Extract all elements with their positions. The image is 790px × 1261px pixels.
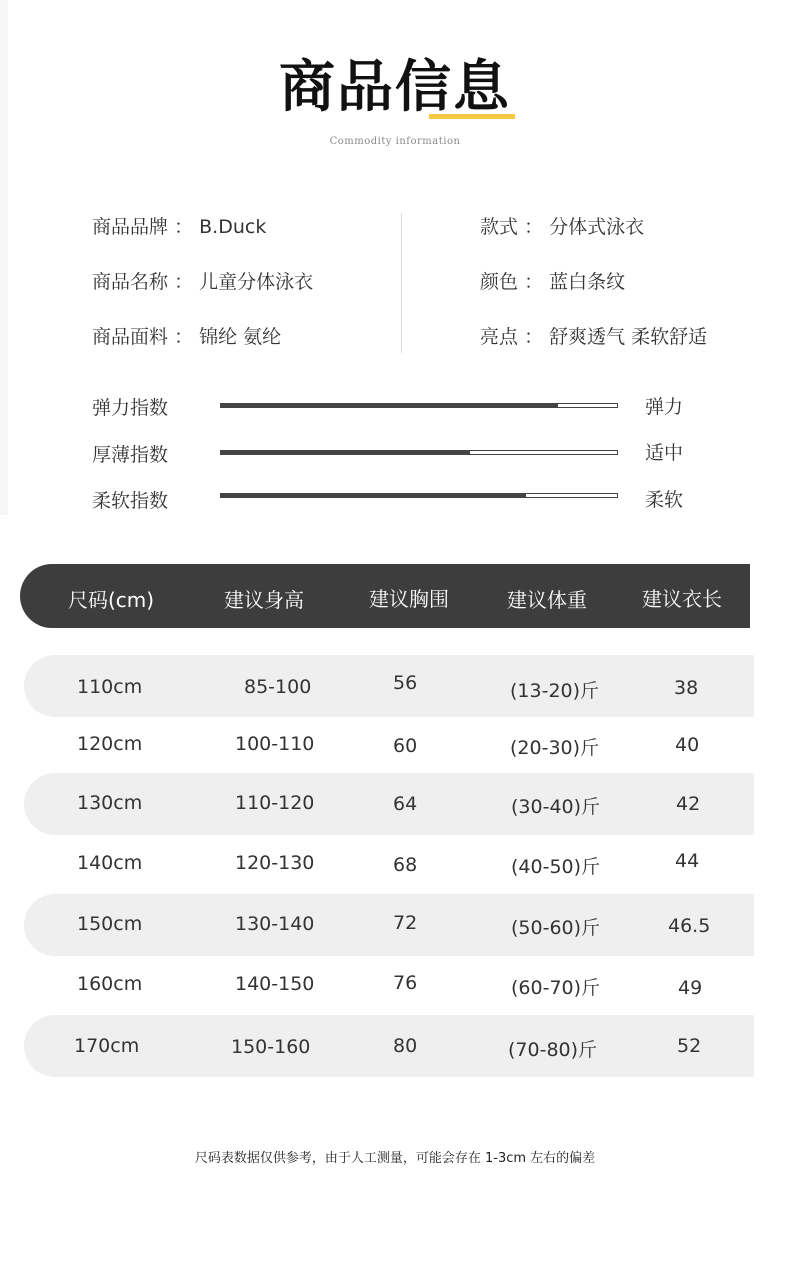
cell-size: 170cm — [74, 1035, 140, 1057]
info-separator: ： — [174, 271, 194, 293]
info-separator: ： — [174, 326, 194, 348]
cell-length: 40 — [675, 734, 700, 756]
header-size: 尺码(cm) — [68, 588, 155, 612]
cell-size: 150cm — [77, 913, 143, 935]
page-title — [279, 55, 511, 121]
cell-length: 49 — [678, 977, 703, 999]
cell-height: 150-160 — [231, 1036, 311, 1058]
meter-label-elasticity: 弹力指数 — [92, 397, 169, 419]
page-title-text: 商品信息 — [279, 55, 511, 120]
cell-height: 140-150 — [235, 973, 315, 995]
cell-weight: (60-70)斤 — [511, 977, 601, 999]
info-value: 锦纶 氨纶 — [199, 326, 282, 348]
cell-chest: 56 — [393, 672, 418, 694]
info-value: B.Duck — [199, 216, 267, 238]
info-highlight — [480, 322, 707, 349]
info-product-name — [92, 267, 313, 294]
info-label: 亮点 — [480, 326, 519, 348]
cell-chest: 64 — [393, 793, 418, 815]
info-separator: ： — [174, 216, 194, 238]
meter-fill — [221, 494, 526, 497]
info-fabric — [92, 322, 281, 349]
info-label: 商品名称 — [92, 271, 169, 293]
info-separator: ： — [524, 216, 544, 238]
cell-size: 140cm — [77, 852, 143, 874]
footnote: 尺码表数据仅供参考，由于人工测量，可能会存在 1-3cm 左右的偏差 — [194, 1151, 596, 1166]
cell-height: 110-120 — [235, 792, 315, 814]
cell-size: 130cm — [77, 792, 143, 814]
header-height: 建议身高 — [224, 588, 304, 612]
cell-chest: 72 — [393, 912, 418, 934]
meter-bar-softness — [220, 493, 618, 498]
header-chest: 建议胸围 — [369, 587, 449, 611]
cell-chest: 76 — [393, 972, 418, 994]
cell-length: 52 — [677, 1035, 702, 1057]
cell-length: 38 — [674, 677, 699, 699]
cell-chest: 80 — [393, 1035, 418, 1057]
cell-weight: (20-30)斤 — [510, 737, 600, 759]
meter-bar-elasticity — [220, 403, 618, 408]
size-table-header — [20, 564, 750, 628]
cell-size: 120cm — [77, 733, 143, 755]
header-length: 建议衣长 — [642, 587, 722, 611]
cell-weight: (70-80)斤 — [508, 1039, 598, 1061]
title-block — [0, 55, 790, 121]
meter-fill — [221, 404, 558, 407]
meter-value-thickness: 适中 — [645, 442, 684, 464]
meter-bar-thickness — [220, 450, 618, 455]
meter-fill — [221, 451, 470, 454]
info-value: 儿童分体泳衣 — [199, 271, 314, 293]
info-value: 分体式泳衣 — [549, 216, 645, 238]
cell-height: 120-130 — [235, 852, 315, 874]
cell-length: 42 — [676, 793, 701, 815]
info-divider — [401, 213, 402, 353]
cell-size: 160cm — [77, 973, 143, 995]
cell-length: 46.5 — [668, 915, 711, 937]
cell-height: 100-110 — [235, 733, 315, 755]
info-brand — [92, 212, 266, 239]
cell-height: 85-100 — [244, 676, 312, 698]
meter-value-softness: 柔软 — [645, 489, 684, 511]
cell-height: 130-140 — [235, 913, 315, 935]
cell-chest: 60 — [393, 735, 418, 757]
info-separator: ： — [524, 271, 544, 293]
cell-length: 44 — [675, 850, 700, 872]
header-weight: 建议体重 — [507, 588, 587, 612]
info-label: 款式 — [480, 216, 519, 238]
info-color — [480, 267, 625, 294]
cell-weight: (30-40)斤 — [511, 796, 601, 818]
info-label: 商品面料 — [92, 326, 169, 348]
cell-size: 110cm — [77, 676, 143, 698]
cell-weight: (50-60)斤 — [511, 917, 601, 939]
cell-weight: (40-50)斤 — [511, 856, 601, 878]
info-label: 商品品牌 — [92, 216, 169, 238]
info-value: 舒爽透气 柔软舒适 — [549, 326, 708, 348]
page-subtitle: Commodity information — [329, 136, 461, 147]
info-value: 蓝白条纹 — [549, 271, 626, 293]
info-separator: ： — [524, 326, 544, 348]
info-label: 颜色 — [480, 271, 519, 293]
cell-chest: 68 — [393, 854, 418, 876]
cell-weight: (13-20)斤 — [510, 680, 600, 702]
info-style — [480, 212, 644, 239]
meter-value-elasticity: 弹力 — [645, 396, 684, 418]
meter-label-softness: 柔软指数 — [92, 490, 169, 512]
meter-label-thickness: 厚薄指数 — [92, 444, 169, 466]
